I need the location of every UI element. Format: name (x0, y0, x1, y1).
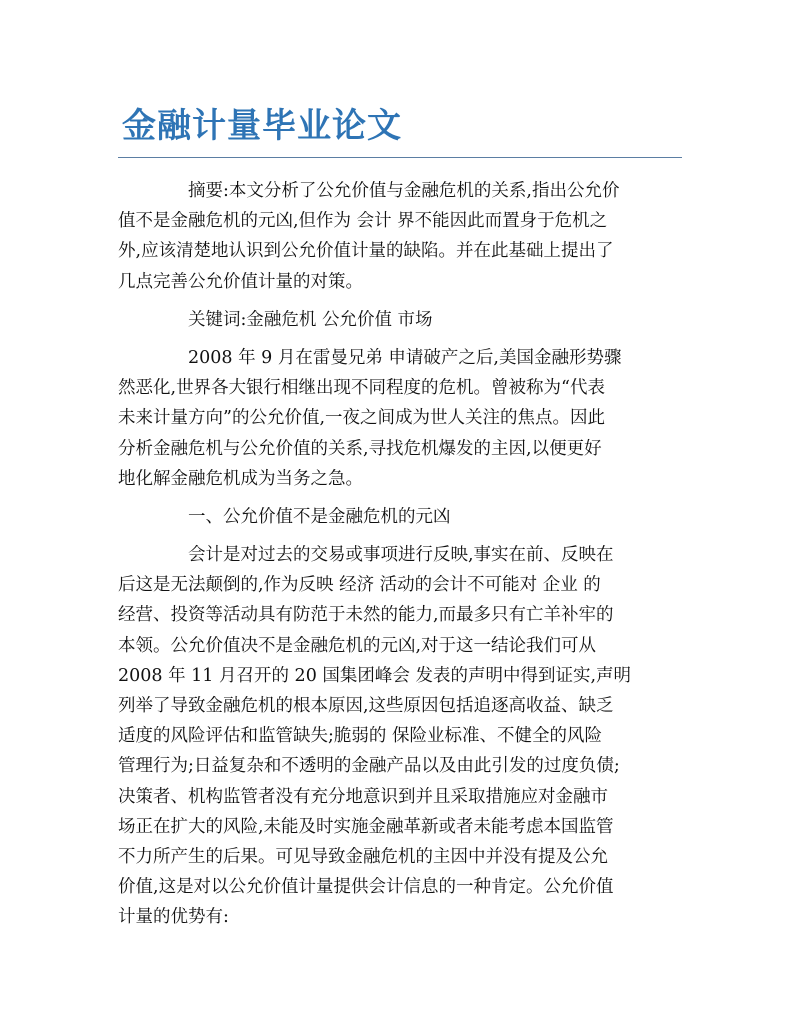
body-line: 经营、投资等活动具有防范于未然的能力,而最多只有亡羊补牢的 (118, 605, 614, 626)
section-heading-paragraph (118, 502, 690, 532)
document-title: 金融计量毕业论文 (122, 106, 402, 146)
body-line: 价值,这是对以公允价值计量提供会计信息的一种肯定。公允价值 (118, 877, 614, 898)
keywords-paragraph (118, 305, 690, 335)
intro-line: 地化解金融危机成为当务之急。 (118, 468, 363, 489)
paragraph-gap (118, 297, 690, 305)
intro-line: 2008 年 9 月在雷曼兄弟 申请破产之后,美国金融形势骤 (188, 347, 622, 368)
body-line: 2008 年 11 月召开的 20 国集团峰会 发表的声明中得到证实,声明 (118, 665, 632, 686)
body-line: 后这是无法颠倒的,作为反映 经济 活动的会计不可能对 企业 的 (118, 575, 601, 596)
keywords-line: 关键词:金融危机 公允价值 市场 (188, 309, 433, 330)
abstract-paragraph (118, 176, 690, 297)
body-line: 会计是对过去的交易或事项进行反映,事实在前、反映在 (188, 545, 614, 566)
paragraph-gap (118, 532, 690, 540)
body-line: 管理行为;日益复杂和不透明的金融产品以及由此引发的过度负债; (118, 756, 620, 777)
intro-line: 未来计量方向”的公允价值,一夜之间成为世人关注的焦点。因此 (118, 408, 606, 429)
body-line: 本领。公允价值决不是金融危机的元凶,对于这一结论我们可从 (118, 635, 597, 656)
intro-line: 分析金融危机与公允价值的关系,寻找危机爆发的主因,以便更好 (118, 438, 602, 459)
body-line: 适度的风险评估和监管缺失;脆弱的 保险业标准、不健全的风险 (118, 726, 602, 747)
abstract-line: 几点完善公允价值计量的对策。 (118, 271, 363, 292)
body-paragraph (118, 540, 690, 932)
abstract-line: 摘要:本文分析了公允价值与金融危机的关系,指出公允价 (188, 181, 620, 201)
body-line: 列举了导致金融危机的根本原因,这些原因包括追逐高收益、缺乏 (118, 696, 614, 716)
paragraph-gap (118, 335, 690, 343)
document-body (118, 176, 690, 933)
intro-paragraph (118, 343, 690, 494)
title-divider (118, 157, 682, 158)
intro-line: 然恶化,世界各大银行相继出现不同程度的危机。曾被称为“代表 (118, 378, 606, 399)
body-line: 计量的优势有: (118, 907, 229, 928)
abstract-line: 值不是金融危机的元凶,但作为 会计 界不能因此而置身于危机之 (118, 211, 608, 232)
abstract-line: 外,应该清楚地认识到公允价值计量的缺陷。并在此基础上提出了 (118, 241, 614, 262)
paragraph-gap (118, 494, 690, 502)
body-line: 场正在扩大的风险,未能及时实施金融革新或者未能考虑本国监管 (118, 816, 614, 837)
body-line: 不力所产生的后果。可见导致金融危机的主因中并没有提及公允 (118, 846, 608, 867)
section-heading: 一、公允价值不是金融危机的元凶 (188, 506, 451, 527)
body-line: 决策者、机构监管者没有充分地意识到并且采取措施应对金融市 (118, 786, 608, 807)
